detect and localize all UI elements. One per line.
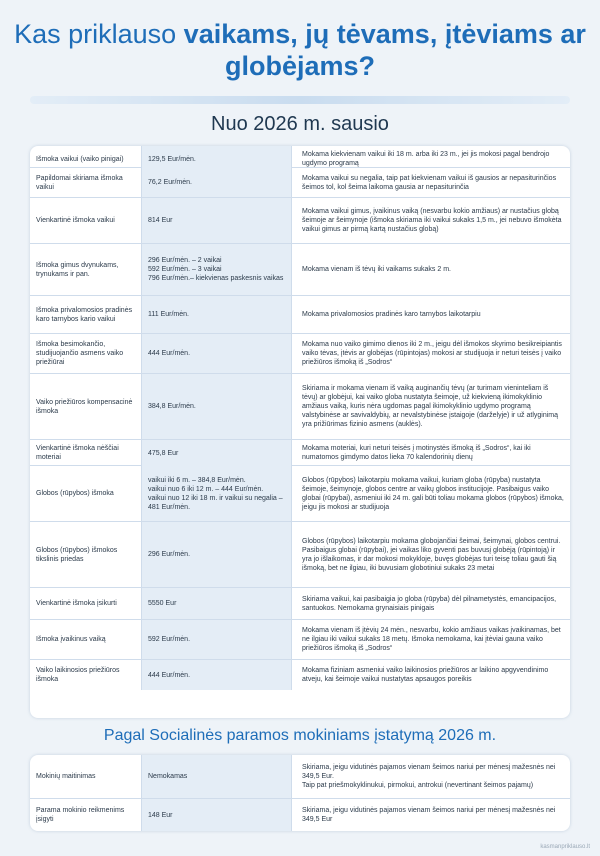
benefit-description: Globos (rūpybos) laikotarpiu mokama vaikui, kuriam globa (rūpyba) nustatyta šeimoje, šeimynoje, globos centre ar vaikų globos institucijoje. Pasibaigus vaiko globai (rūpybai), asmeniui iki 24 m. gali būti toliau mokama globos (rūpybos) išmoka, jeigu jis mokosi ar studijuoja — [302, 476, 564, 511]
benefit-amount: vaikui iki 6 m. – 384,8 Eur/mėn. vaikui nuo 6 iki 12 m. – 444 Eur/mėn. vaikui nuo 12 iki 18 m. ir vaikui su negalia – 481 Eur/mėn. — [148, 476, 283, 511]
benefit-amount-cell — [142, 374, 292, 439]
benefit-description: Mokama kiekvienam vaikui iki 18 m. arba iki 23 m., jei jis mokosi pagal bendrojo ugdymo programą — [302, 151, 550, 167]
benefit-description-cell — [292, 296, 570, 333]
page-subtitle: Nuo 2026 m. sausio — [211, 113, 389, 135]
benefit-description-cell — [292, 198, 570, 243]
benefit-description: Mokama moteriai, kuri neturi teisės į motinystės išmoką iš „Sodros“, kai iki numatomos gimdymo datos lieka 70 kalendorinių dienų — [302, 445, 531, 461]
benefit-description: Globos (rūpybos) laikotarpiu mokama globojančiai šeimai, šeimynai, globos centrui. Pasibaigus globai (rūpybai), jei vaikas liko gyventi pas buvusį globėją (rūpintoją) ir yra jo išlaikomas, ir dar mokosi mokykloje, buvęs globėjas turi teisę toliau gauti šią išmoką, bet ne ilgiau, iki buvusiam globotiniui sukaks 23 metai — [302, 537, 561, 572]
benefit-name-cell — [30, 198, 142, 243]
benefits-table — [30, 146, 570, 718]
table-row — [30, 168, 570, 198]
benefit-amount: 296 Eur/mėn. — [148, 551, 191, 558]
benefit-amount-cell — [142, 799, 292, 831]
benefit-name: Išmoka gimus dvynukams, trynukams ir pan. — [36, 261, 119, 278]
benefit-amount-cell — [142, 334, 292, 373]
table-row — [30, 296, 570, 334]
benefit-description-cell — [292, 588, 570, 619]
benefit-amount-cell — [142, 168, 292, 197]
benefit-amount-cell — [142, 466, 292, 521]
student-support-table — [30, 755, 570, 831]
benefit-amount: 384,8 Eur/mėn. — [148, 403, 196, 410]
table-row — [30, 198, 570, 244]
table-row — [30, 440, 570, 466]
benefit-amount: 475,8 Eur — [148, 449, 179, 457]
benefit-description: Skiriama vaikui, kai pasibaigia jo globa (rūpyba) dėl pilnametystės, emancipacijos, santuokos. Nemokama grynaisiais pinigais — [302, 595, 557, 612]
benefit-amount-cell — [142, 440, 292, 466]
benefit-name: Vienkartinė išmoka nėščiai moteriai — [36, 445, 119, 461]
benefit-amount: 444 Eur/mėn. — [148, 350, 191, 357]
title-divider — [30, 96, 570, 104]
benefit-name: Papildomai skiriama išmoka vaikui — [36, 174, 123, 191]
benefit-description: Mokama vaikui su negalia, taip pat kiekvienam vaikui iš gausios ar nepasiturinčios šeimos tol, kol šeima laikoma gausia ar nepasiturinčia — [302, 174, 557, 191]
benefit-description: Mokama vaikui gimus, įvaikinus vaiką (nesvarbu kokio amžiaus) ar nustačius globą šeimoje ar šeimynoje (išmoka skiriama iki vaikui sukaks 1,5 m., jei nebuvo išmokėta vaikui gimus ar pirmą kartą nustačius globą) — [302, 208, 562, 233]
benefit-name-cell — [30, 466, 142, 521]
title-plain: Kas priklauso — [14, 19, 184, 49]
benefit-name: Vienkartinė išmoka įsikurti — [36, 600, 117, 607]
benefit-description-cell — [292, 374, 570, 439]
table-row — [30, 799, 570, 831]
benefit-name: Vienkartinė išmoka vaikui — [36, 217, 115, 224]
benefit-amount-cell — [142, 296, 292, 333]
benefit-name: Išmoka vaikui (vaiko pinigai) — [36, 155, 124, 163]
benefit-description: Skiriama, jeigu vidutinės pajamos vienam šeimos nariui per mėnesį mažesnės nei 349,5 Eur. Taip pat priešmokyklinukui, pirmokui, antrokui (nevertinant šeimos pajamų) — [302, 764, 556, 789]
benefit-amount: 814 Eur — [148, 217, 173, 224]
benefit-description: Mokama privalomosios pradinės karo tarnybos laikotarpiu — [302, 311, 481, 318]
benefit-amount: 129,5 Eur/mėn. — [148, 155, 196, 163]
benefit-description-cell — [292, 440, 570, 466]
benefit-description-cell — [292, 755, 570, 798]
benefit-amount-cell — [142, 522, 292, 587]
table-row — [30, 466, 570, 522]
benefit-amount: 592 Eur/mėn. — [148, 636, 191, 643]
benefit-amount: 444 Eur/mėn. — [148, 671, 191, 679]
benefit-amount-cell — [142, 620, 292, 659]
title-bold: vaikams, jų tėvams, įtėviams ar globėjams? — [183, 19, 586, 81]
table-row — [30, 146, 570, 168]
benefit-description: Mokama vienam iš tėvų iki vaikams sukaks 2 m. — [302, 266, 451, 273]
benefit-name-cell — [30, 660, 142, 690]
benefit-description-cell — [292, 620, 570, 659]
benefit-name-cell — [30, 168, 142, 197]
benefit-name-cell — [30, 334, 142, 373]
page-title — [0, 18, 600, 82]
benefit-name-cell — [30, 799, 142, 831]
table-row — [30, 374, 570, 440]
benefit-amount-cell — [142, 660, 292, 690]
benefit-name-cell — [30, 244, 142, 295]
benefit-name: Išmoka besimokančio, studijuojančio asmens vaiko priežiūrai — [36, 341, 124, 366]
benefit-amount-cell — [142, 244, 292, 295]
benefit-name: Vaiko priežiūros kompensacinė išmoka — [36, 398, 133, 415]
benefit-amount: Nemokamas — [148, 773, 188, 780]
benefit-description-cell — [292, 466, 570, 521]
benefit-amount: 111 Eur/mėn. — [148, 311, 189, 318]
benefit-name: Mokinių maitinimas — [36, 773, 96, 780]
benefit-name: Išmoka privalomosios pradinės karo tarnybos kario vaikui — [36, 306, 133, 323]
table-row — [30, 620, 570, 660]
benefit-description: Mokama vienam iš įtėvių 24 mėn., nesvarbu, kokio amžiaus vaikas įvaikinamas, bet ne ilgiau iki vaikui sukaks 18 metų. Išmoka nemokama, kai įtėviai gauna vaiko priežiūros išmoką iš „Sodros“ — [302, 627, 561, 652]
benefit-description-cell — [292, 522, 570, 587]
benefit-name: Parama mokinio reikmenims įsigyti — [36, 807, 125, 823]
benefit-description-cell — [292, 660, 570, 690]
benefit-name-cell — [30, 374, 142, 439]
table-row — [30, 522, 570, 588]
benefit-description: Mokama fiziniam asmeniui vaiko laikinosios priežiūros ar laikino apgyvendinimo atveju, kai šeimoje vaikui nustatytas apsaugos poreikis — [302, 667, 549, 683]
benefit-name-cell — [30, 440, 142, 466]
benefit-name-cell — [30, 522, 142, 587]
benefit-amount-cell — [142, 588, 292, 619]
table-row — [30, 334, 570, 374]
benefit-name: Vaiko laikinosios priežiūros išmoka — [36, 667, 120, 683]
footer-url: kasmanpriklauso.lt — [540, 844, 590, 850]
benefit-description-cell — [292, 168, 570, 197]
benefit-name: Išmoka įvaikinus vaiką — [36, 636, 106, 643]
benefit-amount: 148 Eur — [148, 811, 173, 819]
benefit-amount-cell — [142, 198, 292, 243]
benefit-name-cell — [30, 296, 142, 333]
benefit-description: Skiriama, jeigu vidutinės pajamos vienam šeimos nariui per mėnesį mažesnės nei 349,5 Eur — [302, 807, 556, 823]
table-row — [30, 660, 570, 690]
benefit-name: Globos (rūpybos) išmoka — [36, 490, 114, 497]
benefit-amount: 76,2 Eur/mėn. — [148, 179, 192, 186]
benefit-amount-cell — [142, 755, 292, 798]
section2-title: Pagal Socialinės paramos mokiniams įstatymą 2026 m. — [103, 727, 497, 744]
table-row — [30, 244, 570, 296]
benefit-description-cell — [292, 799, 570, 831]
benefit-description-cell — [292, 244, 570, 295]
table-row — [30, 755, 570, 799]
benefit-name: Globos (rūpybos) išmokos tikslinis priedas — [36, 546, 118, 563]
benefit-name-cell — [30, 755, 142, 798]
table-row — [30, 588, 570, 620]
benefit-description: Skiriama ir mokama vienam iš vaiką auginančių tėvų (ar turimam vieninteliam iš tėvų) ar globėjui, kai vaiko globa nustatyta šeimoje, už kiekvieną ikimokyklinio amžiaus vaiką, kuris nėra ugdomas pagal ikimokyklinio ugdymo programą valstybinėse ar savivaldybių, ar nevalstybinėse įstaigoje (darželyje) ir už atlyginimą yra prižiūrimas fizinio asmens (auklės). — [302, 385, 559, 428]
benefit-description-cell — [292, 334, 570, 373]
benefit-name-cell — [30, 588, 142, 619]
benefit-name-cell — [30, 620, 142, 659]
benefit-amount: 296 Eur/mėn. – 2 vaikai 592 Eur/mėn. – 3 vaikai 796 Eur/mėn.– kiekvienas paskesnis vaikas — [148, 257, 284, 282]
benefit-description: Mokama nuo vaiko gimimo dienos iki 2 m., jeigu dėl išmokos skyrimo besikreipiantis vaiko tėvas, įtėvis ar globėjas (rūpintojas) mokosi ar studijuoja ir neturi teisės į vaiko priežiūros išmoką iš „Sodros“ — [302, 341, 562, 366]
benefit-amount: 5550 Eur — [148, 600, 177, 607]
